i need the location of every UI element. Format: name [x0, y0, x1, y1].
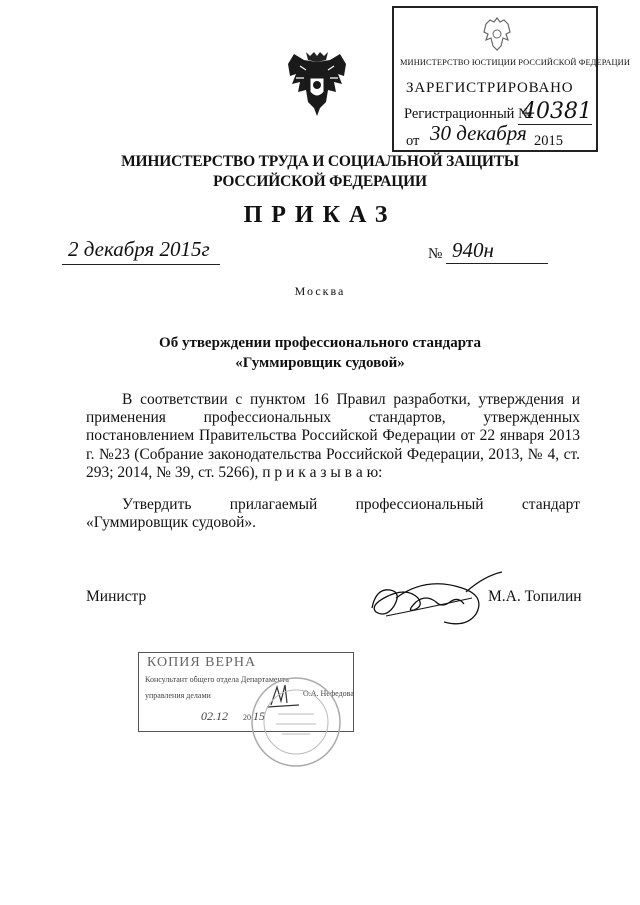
registration-title: ЗАРЕГИСТРИРОВАНО — [406, 80, 574, 96]
ministry-title — [100, 152, 540, 192]
ministry-title-line2: РОССИЙСКОЙ ФЕДЕРАЦИИ — [213, 173, 427, 190]
registration-number: 40381 — [522, 99, 592, 124]
copy-stamp-date: 02.12 — [201, 709, 228, 723]
registration-date-underline — [426, 150, 532, 151]
registration-stamp — [392, 6, 630, 152]
copy-stamp-title: КОПИЯ ВЕРНА — [147, 655, 257, 670]
document-number: 940н — [452, 238, 494, 262]
copy-stamp-year-prefix: 20 — [243, 713, 251, 722]
document-type: ПРИКАЗ — [243, 202, 397, 228]
round-seal-icon — [248, 674, 344, 770]
signatory-position: Министр — [86, 588, 147, 605]
date-underline — [62, 264, 220, 265]
registration-ministry: МИНИСТЕРСТВО ЮСТИЦИИ РОССИЙСКОЙ ФЕДЕРАЦИИ — [400, 58, 630, 67]
coat-of-arms-icon — [286, 48, 348, 120]
copy-stamp-signer: О.А. Нефедова — [303, 689, 354, 698]
registration-number-label: Регистрационный № — [404, 106, 532, 122]
registration-date: 30 декабря — [430, 121, 527, 145]
signatory-name: М.А. Топилин — [488, 588, 582, 605]
subject-line1: Об утверждении профессионального стандарта — [159, 335, 481, 351]
registration-date-prefix: от — [406, 133, 420, 149]
document-date: 2 декабря 2015г — [68, 237, 210, 261]
city: Москва — [294, 284, 346, 298]
number-underline — [446, 263, 548, 264]
document-subject — [100, 333, 540, 373]
eagle-emblem-icon — [480, 14, 514, 54]
registration-year: 2015 — [534, 133, 563, 149]
ministry-title-line1: МИНИСТЕРСТВО ТРУДА И СОЦИАЛЬНОЙ ЗАЩИТЫ — [121, 153, 519, 170]
body-paragraph-2 — [86, 496, 580, 532]
copy-stamp-year: 15 — [253, 709, 265, 723]
registration-number-underline — [518, 124, 592, 125]
handwritten-signature-icon — [366, 568, 506, 634]
paragraph-2-line-2: «Гуммировщик судовой». — [86, 514, 257, 532]
paragraph-2-line-1: Утвердить прилагаемый профессиональный стандарт — [122, 496, 580, 513]
copy-stamp-position-line1: Консультант общего отдела Департамента — [145, 675, 289, 684]
subject-line2: «Гуммировщик судовой» — [235, 355, 405, 371]
body-paragraph-1: В соответствии с пунктом 16 Правил разработки, утверждения и применения профессиональных стандартов, утвержденных постановлением Правительства Российской Федерации от 22 января 2013 г. №23 (Собрание законодательства Российской Федерации, 2013, № 4, ст. 293; 2014, № 39, ст. 5266), п р и к а з ы в а ю: — [86, 391, 580, 481]
copy-stamp-position-line2: управления делами — [145, 691, 211, 700]
document-number-label: № — [428, 246, 443, 262]
